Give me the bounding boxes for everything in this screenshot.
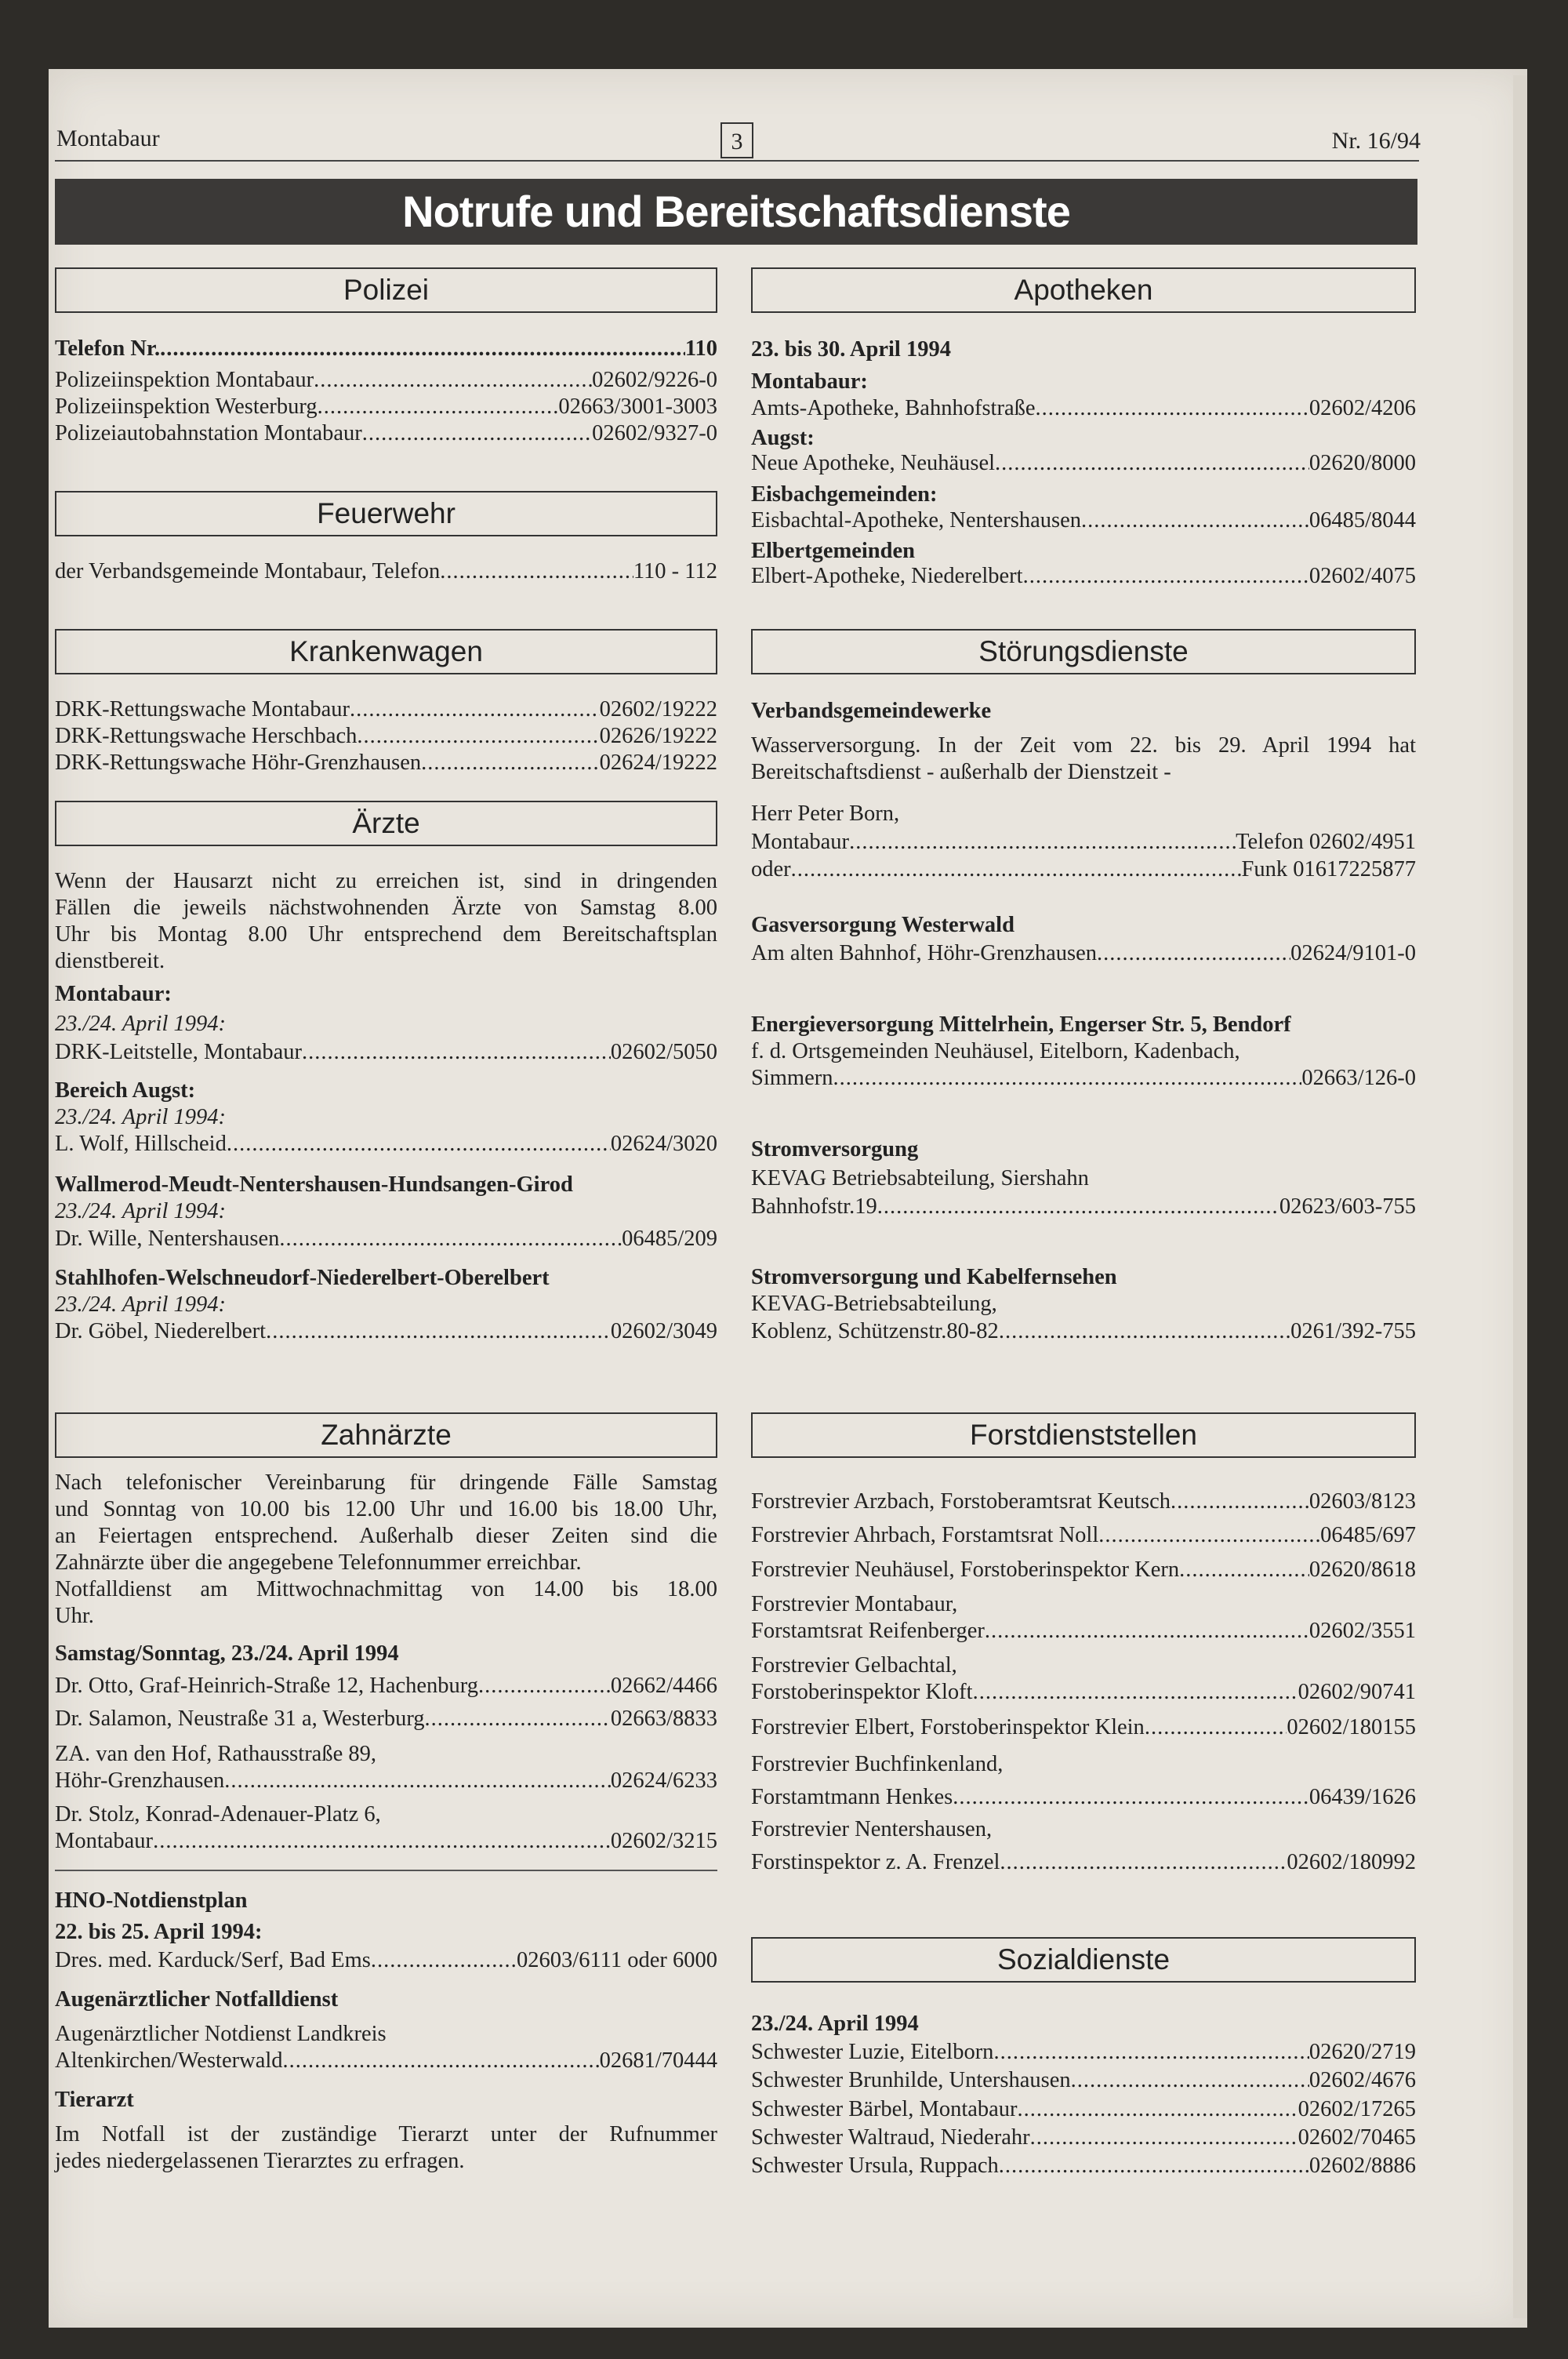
section-title: Stromversorgung (751, 1137, 919, 1161)
date-label: 22. bis 25. April 1994: (55, 1920, 263, 1944)
list-item: Dr. Wille, Nentershausen ..... 06485/209 (55, 1226, 717, 1252)
stoerung-heading: Störungsdienste (751, 629, 1416, 674)
area-title: Montabaur: (55, 982, 172, 1006)
list-item-line: Forstrevier Gelbachtal, (751, 1653, 957, 1677)
list-item: Montabaur ..... 02602/3215 (55, 1828, 717, 1855)
list-item: oder ..... Funk 01617225877 (751, 856, 1416, 883)
page-title: Notrufe und Bereitschaftsdienste (55, 179, 1417, 245)
list-item: Bahnhofstr.19 ..... 02623/603-755 (751, 1194, 1416, 1220)
list-item-line: Forstrevier Buchfinkenland, (751, 1752, 1004, 1776)
area-title: Montabaur: (751, 369, 868, 394)
krankenwagen-heading: Krankenwagen (55, 629, 717, 674)
date-label: 23./24. April 1994: (55, 1105, 226, 1129)
list-item: Schwester Bärbel, Montabaur ..... 02602/17265 (751, 2096, 1416, 2123)
list-item: Schwester Ursula, Ruppach ..... 02602/8886 (751, 2153, 1416, 2179)
section-title: Gasversorgung Westerwald (751, 913, 1014, 937)
list-item-line: KEVAG Betriebsabteilung, Siershahn (751, 1166, 1089, 1190)
date-label: 23./24. April 1994 (751, 2012, 919, 2036)
polizei-phone-row: Telefon Nr. ..... 110 (55, 336, 717, 362)
feuerwehr-heading: Feuerwehr (55, 491, 717, 536)
zahnaerzte-heading: Zahnärzte (55, 1412, 717, 1458)
list-item: Dr. Göbel, Niederelbert ..... 02602/3049 (55, 1318, 717, 1345)
paragraph-line: Fällen die jeweils nächstwohnenden Ärzte von Samstag 8.00 (55, 896, 717, 920)
list-item: L. Wolf, Hillscheid ..... 02624/3020 (55, 1131, 717, 1158)
list-item: Polizeiautobahnstation Montabaur ..... 02602/9327-0 (55, 420, 717, 447)
list-item-line: Augenärztlicher Notdienst Landkreis (55, 2022, 387, 2046)
list-item: DRK-Rettungswache Höhr-Grenzhausen ..... 02624/19222 (55, 750, 717, 776)
list-item: Forstoberinspektor Kloft ..... 02602/90741 (751, 1679, 1416, 1706)
list-item: Forstamtmann Henkes ..... 06439/1626 (751, 1784, 1416, 1811)
paragraph-line: Notfalldienst am Mittwochnachmittag von 14.00 bis 18.00 (55, 1577, 717, 1601)
list-item-line: Forstrevier Montabaur, (751, 1592, 958, 1616)
paragraph-line: Wenn der Hausarzt nicht zu erreichen ist, sind in dringenden (55, 869, 717, 893)
list-item: Höhr-Grenzhausen ..... 02624/6233 (55, 1768, 717, 1794)
paragraph-line: Nach telefonischer Vereinbarung für dringende Fälle Samstag (55, 1470, 717, 1495)
section-title: Tierarzt (55, 2088, 134, 2112)
area-title: Elbertgemeinden (751, 539, 915, 563)
paragraph-line: Bereitschaftsdienst - außerhalb der Dienstzeit - (751, 760, 1171, 784)
list-item: Montabaur ..... Telefon 02602/4951 (751, 829, 1416, 856)
list-item: Forstrevier Arzbach, Forstoberamtsrat Keutsch ..... 02603/8123 (751, 1488, 1416, 1515)
page-number: 3 (720, 122, 753, 158)
paragraph-line: jedes niedergelassenen Tierarztes zu erfragen. (55, 2149, 465, 2173)
section-title: Stromversorgung und Kabelfernsehen (751, 1265, 1117, 1289)
date-label: Samstag/Sonntag, 23./24. April 1994 (55, 1641, 399, 1666)
list-item: Altenkirchen/Westerwald ..... 02681/70444 (55, 2048, 717, 2074)
area-title: Augst: (751, 426, 815, 450)
list-item: Schwester Brunhilde, Untershausen ..... 02602/4676 (751, 2067, 1416, 2094)
paragraph-line: und Sonntag von 10.00 bis 12.00 Uhr und 16.00 bis 18.00 Uhr, (55, 1497, 717, 1521)
polizei-heading: Polizei (55, 267, 717, 313)
forst-heading: Forstdienststellen (751, 1412, 1416, 1458)
sozial-heading: Sozialdienste (751, 1937, 1416, 1983)
paragraph-line: Wasserversorgung. In der Zeit vom 22. bis 29. April 1994 hat (751, 733, 1416, 758)
list-item: Dr. Salamon, Neustraße 31 a, Westerburg ..... 02663/8833 (55, 1706, 717, 1732)
list-item: Neue Apotheke, Neuhäusel ..... 02620/8000 (751, 450, 1416, 477)
header-rule (55, 160, 1419, 162)
list-item: DRK-Rettungswache Montabaur ..... 02602/19222 (55, 696, 717, 723)
list-item-line: Herr Peter Born, (751, 801, 900, 826)
date-label: 23./24. April 1994: (55, 1199, 226, 1223)
list-item: Simmern ..... 02663/126-0 (751, 1065, 1416, 1092)
header-town: Montabaur (56, 125, 160, 151)
page-edge (1513, 75, 1527, 2318)
list-item-line: KEVAG-Betriebsabteilung, (751, 1292, 997, 1316)
list-item-line: Forstrevier Nentershausen, (751, 1817, 993, 1841)
paragraph-line: an Feiertagen entsprechend. Außerhalb dieser Zeiten sind die (55, 1524, 717, 1548)
paragraph-line: Uhr. (55, 1604, 94, 1628)
divider (55, 1870, 717, 1871)
area-title: Wallmerod-Meudt-Nentershausen-Hundsangen-Girod (55, 1172, 573, 1197)
issue-number: Nr. 16/94 (1331, 128, 1421, 154)
aerzte-heading: Ärzte (55, 801, 717, 846)
list-item: Forstinspektor z. A. Frenzel ..... 02602/180992 (751, 1849, 1416, 1876)
list-item: Forstamtsrat Reifenberger ..... 02602/3551 (751, 1618, 1416, 1645)
list-item: Koblenz, Schützenstr.80-82 ..... 0261/392-755 (751, 1318, 1416, 1345)
list-item: Forstrevier Neuhäusel, Forstoberinspektor Kern ..... 02620/8618 (751, 1557, 1416, 1583)
list-item: Forstrevier Ahrbach, Forstamtsrat Noll ..... 06485/697 (751, 1522, 1416, 1549)
list-item: DRK-Rettungswache Herschbach ..... 02626/19222 (55, 723, 717, 750)
list-item: Eisbachtal-Apotheke, Nentershausen ..... 06485/8044 (751, 507, 1416, 534)
date-label: 23. bis 30. April 1994 (751, 337, 951, 362)
list-item: Polizeiinspektion Montabaur ..... 02602/9226-0 (55, 367, 717, 394)
paragraph-line: Uhr bis Montag 8.00 Uhr entsprechend dem Bereitschaftsplan (55, 922, 717, 947)
paragraph-line: Im Notfall ist der zuständige Tierarzt unter der Rufnummer (55, 2122, 717, 2146)
list-item-line: Dr. Stolz, Konrad-Adenauer-Platz 6, (55, 1802, 381, 1826)
list-item: Polizeiinspektion Westerburg ..... 02663/3001-3003 (55, 394, 717, 420)
section-title: HNO-Notdienstplan (55, 1888, 248, 1913)
paragraph-line: dienstbereit. (55, 949, 165, 973)
section-title: Verbandsgemeindewerke (751, 699, 992, 723)
area-title: Stahlhofen-Welschneudorf-Niederelbert-Oberelbert (55, 1266, 550, 1290)
section-title: Augenärztlicher Notfalldienst (55, 1987, 339, 2012)
date-label: 23./24. April 1994: (55, 1292, 226, 1317)
list-item: Dres. med. Karduck/Serf, Bad Ems ..... 02603/6111 oder 6000 (55, 1947, 717, 1974)
apotheken-heading: Apotheken (751, 267, 1416, 313)
area-title: Bereich Augst: (55, 1078, 196, 1103)
list-item: Am alten Bahnhof, Höhr-Grenzhausen ..... 02624/9101-0 (751, 940, 1416, 967)
list-item: Schwester Luzie, Eitelborn ..... 02620/2719 (751, 2039, 1416, 2066)
list-item-line: f. d. Ortsgemeinden Neuhäusel, Eitelborn, Kadenbach, (751, 1039, 1240, 1063)
list-item: der Verbandsgemeinde Montabaur, Telefon ..... 110 - 112 (55, 558, 717, 585)
section-title: Energieversorgung Mittelrhein, Engerser Str. 5, Bendorf (751, 1012, 1291, 1037)
list-item: Elbert-Apotheke, Niederelbert ..... 02602/4075 (751, 563, 1416, 590)
list-item: Amts-Apotheke, Bahnhofstraße ..... 02602/4206 (751, 395, 1416, 422)
area-title: Eisbachgemeinden: (751, 482, 938, 507)
list-item: Dr. Otto, Graf-Heinrich-Straße 12, Hachenburg ..... 02662/4466 (55, 1673, 717, 1699)
list-item: Schwester Waltraud, Niederahr ..... 02602/70465 (751, 2125, 1416, 2151)
paragraph-line: Zahnärzte über die angegebene Telefonnummer erreichbar. (55, 1550, 582, 1575)
date-label: 23./24. April 1994: (55, 1012, 226, 1036)
list-item: DRK-Leitstelle, Montabaur ..... 02602/5050 (55, 1039, 717, 1066)
list-item: Forstrevier Elbert, Forstoberinspektor Klein ..... 02602/180155 (751, 1714, 1416, 1741)
list-item-line: ZA. van den Hof, Rathausstraße 89, (55, 1742, 376, 1766)
